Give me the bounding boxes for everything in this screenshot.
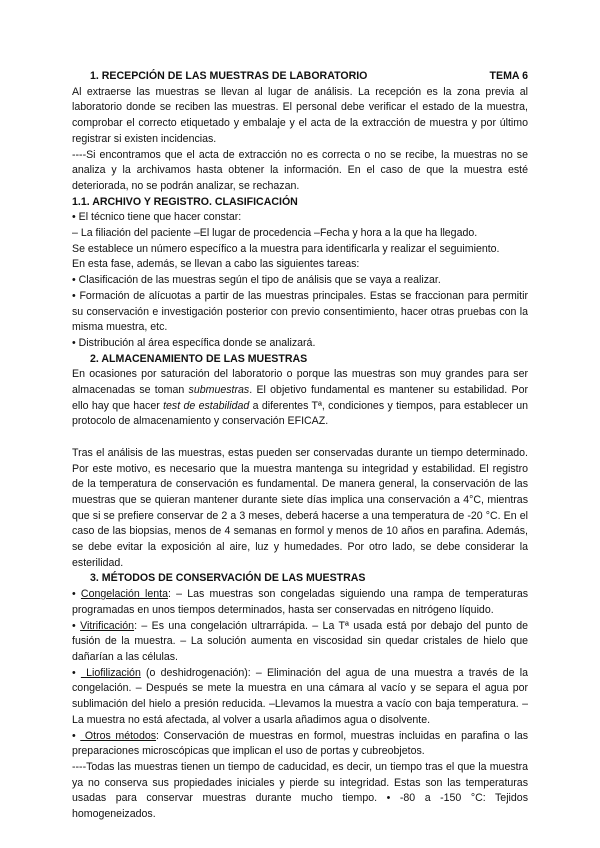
task-aliquots: • Formación de alícuotas a partir de las muestras principales. Estas se fraccionan para permitir su conservación e investigación posterior con previo consentimiento, hacer otras pruebas con la misma muestra, etc. xyxy=(72,289,528,334)
section-1-title: 1. RECEPCIÓN DE LAS MUESTRAS DE LABORATORIO xyxy=(90,70,368,82)
conservation-paragraph: Tras el análisis de las muestras, estas pueden ser conservadas durante un tiempo determinado. Por este motivo, es necesario que la muestra mantenga su integridad y estabilidad. El registro de la temperatura de conservación es fundamental. De manera general, la conservación de las muestras que se quieran mantener durante siete días implica una conservación a 4°C, mientras que si se prefiere conservar de 2 a 3 meses, deberá hacerse a una temperatura de -20 °C. En el caso de las biopsias, menos de 4 semanas en formol y menos de 10 años en parafina. Además, se debe evitar la exposición al aire, luz y humedades. Por otro lado, se debe considerar la esterilidad. xyxy=(72,446,528,569)
method-slow-freezing: • Congelación lenta: – Las muestras son congeladas siguiendo una rampa de temperaturas programadas en unos tiempos determinados, hasta ser conservadas en nitrógeno líquido. xyxy=(72,587,528,618)
record-line-3: Se establece un número específico a la muestra para identificarla y realizar el seguimiento. xyxy=(72,242,500,255)
section-1-heading xyxy=(72,69,528,85)
paragraph-gap xyxy=(72,430,528,446)
section-1-1-heading: 1.1. ARCHIVO Y REGISTRO. CLASIFICACIÓN xyxy=(72,195,298,208)
section-2-heading: 2. ALMACENAMIENTO DE LAS MUESTRAS xyxy=(90,352,308,365)
reception-paragraph: Al extraerse las muestras se llevan al lugar de análisis. La recepción es la zona previa al laboratorio donde se reciben las muestras. El personal debe verificar el estado de la muestra, comprobar el correcto etiquetado y embalaje y el acta de la extracción de muestra y por último registrar si existen incidencias. xyxy=(72,85,528,145)
task-distribution: • Distribución al área específica donde se analizará. xyxy=(72,336,316,349)
storage-paragraph: En ocasiones por saturación del laboratorio o porque las muestras son muy grandes para ser almacenadas se toman submuestras. El objetivo fundamental es mantener su estabilidad. Por ello hay que hacer test de estabilidad a diferentes Tª, condiciones y tiempos, para establecer un protocolo de almacenamiento y conservación EFICAZ. xyxy=(72,368,528,428)
topic-tag: TEMA 6 xyxy=(489,70,528,82)
record-line-2: – La filiación del paciente –El lugar de procedencia –Fecha y hora a la que ha llegado. xyxy=(72,227,478,240)
method-vitrification: • Vitrificación: – Es una congelación ultrarrápida. – La Tª usada está por debajo del punto de fusión de la muestra. – La solución aumenta en viscosidad sin quedar cristales de hielo que dañarían a las células. xyxy=(72,619,528,666)
method-lyophilization: • Liofilización (o deshidrogenación): – Eliminación del agua de una muestra a través de la congelación. – Después se mete la muestra en una cámara al vacío y se separa el agua por sublimación del hielo a presión reducida. –Llevamos la muestra a vacío con baja temperatura. –La muestra no está afectada, al volver a usarla añadimos agua o disolvente. xyxy=(72,666,528,729)
record-line-4: En esta fase, además, se llevan a cabo las siguientes tareas: xyxy=(72,258,360,271)
task-classification: • Clasificación de las muestras según el tipo de análisis que se vaya a realizar. xyxy=(72,274,441,287)
method-other: • Otros métodos: Conservación de muestras en formol, muestras incluidas en parafina o las preparaciones microscópicas que implican el uso de portas y cubreobjetos. xyxy=(72,729,528,760)
document-page xyxy=(72,69,528,823)
record-line-1: • El técnico tiene que hacer constar: xyxy=(72,211,242,224)
reception-note: ----Si encontramos que el acta de extracción no es correcta o no se recibe, la muestras no se analiza y la archivamos hasta obtener la información. En el caso de que la muestra esté deteriorada, no se podrán analizar, se rechazan. xyxy=(72,148,528,192)
expiry-paragraph: ----Todas las muestras tienen un tiempo de caducidad, es decir, un tiempo tras el que la muestra ya no conserva sus propiedades iniciales y pierde su integridad. Estas son las temperaturas usadas para conservar muestras durante mucho tiempo. • -80 a -150 °C: Tejidos homogeneizados. xyxy=(72,760,528,821)
section-3-heading: 3. MÉTODOS DE CONSERVACIÓN DE LAS MUESTRAS xyxy=(90,572,366,585)
